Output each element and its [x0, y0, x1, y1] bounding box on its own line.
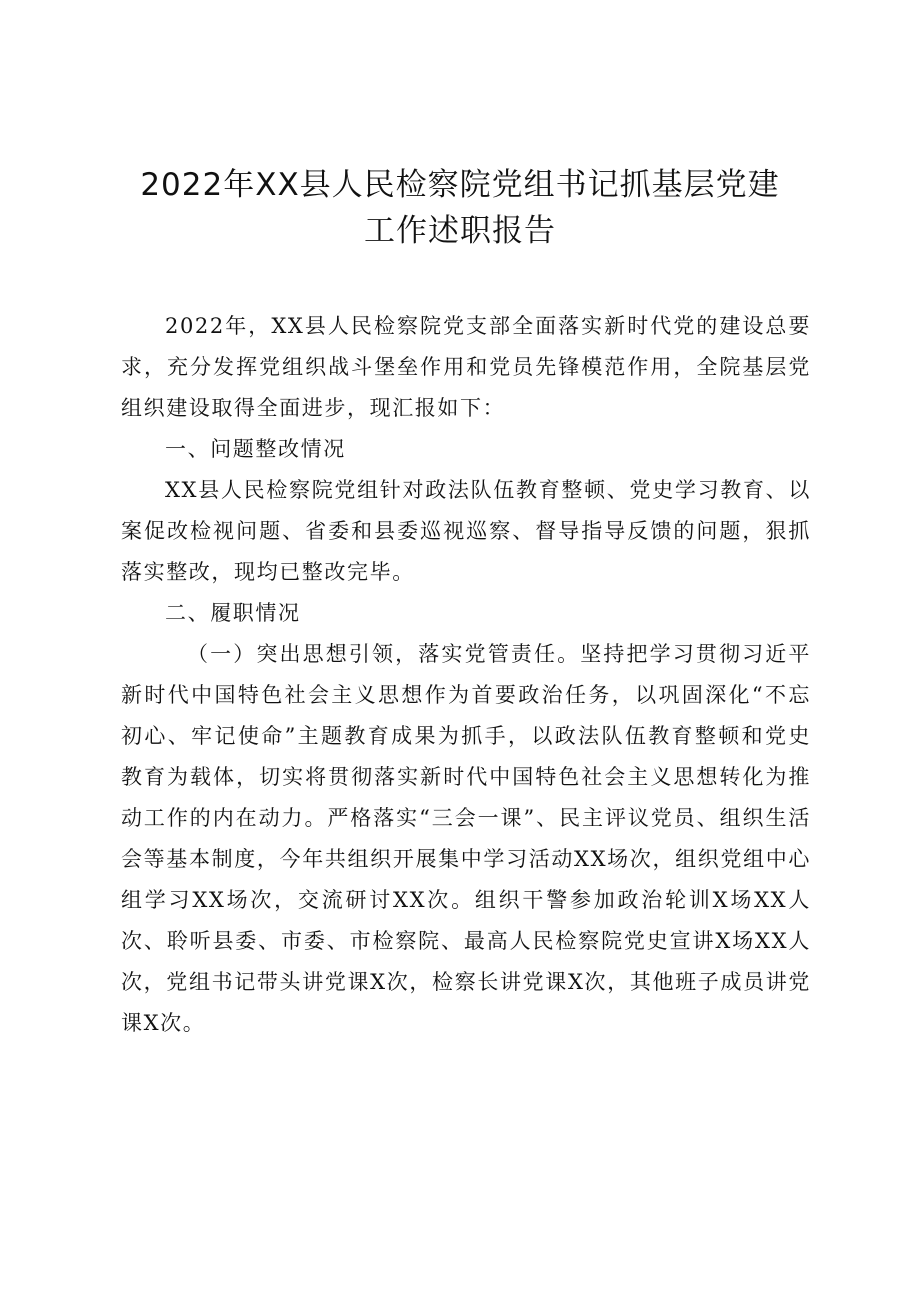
section-1-paragraph: XX县人民检察院党组针对政法队伍教育整顿、党史学习教育、以案促改检视问题、省委和县委巡视巡察、督导指导反馈的问题，狠抓落实整改，现均已整改完毕。 [121, 478, 811, 584]
section-2-item-1-paragraph: （一）突出思想引领，落实党管责任。坚持把学习贯彻习近平新时代中国特色社会主义思想作为首要政治任务，以巩固深化“不忘初心、牢记使命”主题教育成果为抓手，以政法队伍教育整顿和党史教育为载体，切实将贯彻落实新时代中国特色社会主义思想转化为推动工作的内在动力。严格落实“三会一课”、民主评议党员、组织生活会等基本制度，今年共组织开展集中学习活动XX场次，组织党组中心组学习XX场次，交流研讨XX次。组织干警参加政治轮训X场XX人次、聆听县委、市委、市检察院、最高人民检察院党史宣讲X场XX人次，党组书记带头讲党课X次，检察长讲党课X次，其他班子成员讲党课X次。 [121, 642, 811, 1035]
title-line-1: 2022年XX县人民检察院党组书记抓基层党建 [140, 167, 780, 203]
document-body [121, 306, 811, 1044]
section-2-heading: 二、履职情况 [165, 601, 301, 625]
section-1-heading: 一、问题整改情况 [165, 437, 346, 461]
title-line-2: 工作述职报告 [364, 213, 556, 249]
intro-paragraph: 2022年，XX县人民检察院党支部全面落实新时代党的建设总要求，充分发挥党组织战斗堡垒作用和党员先锋模范作用，全院基层党组织建设取得全面进步，现汇报如下： [121, 314, 811, 420]
document-title [110, 162, 810, 254]
